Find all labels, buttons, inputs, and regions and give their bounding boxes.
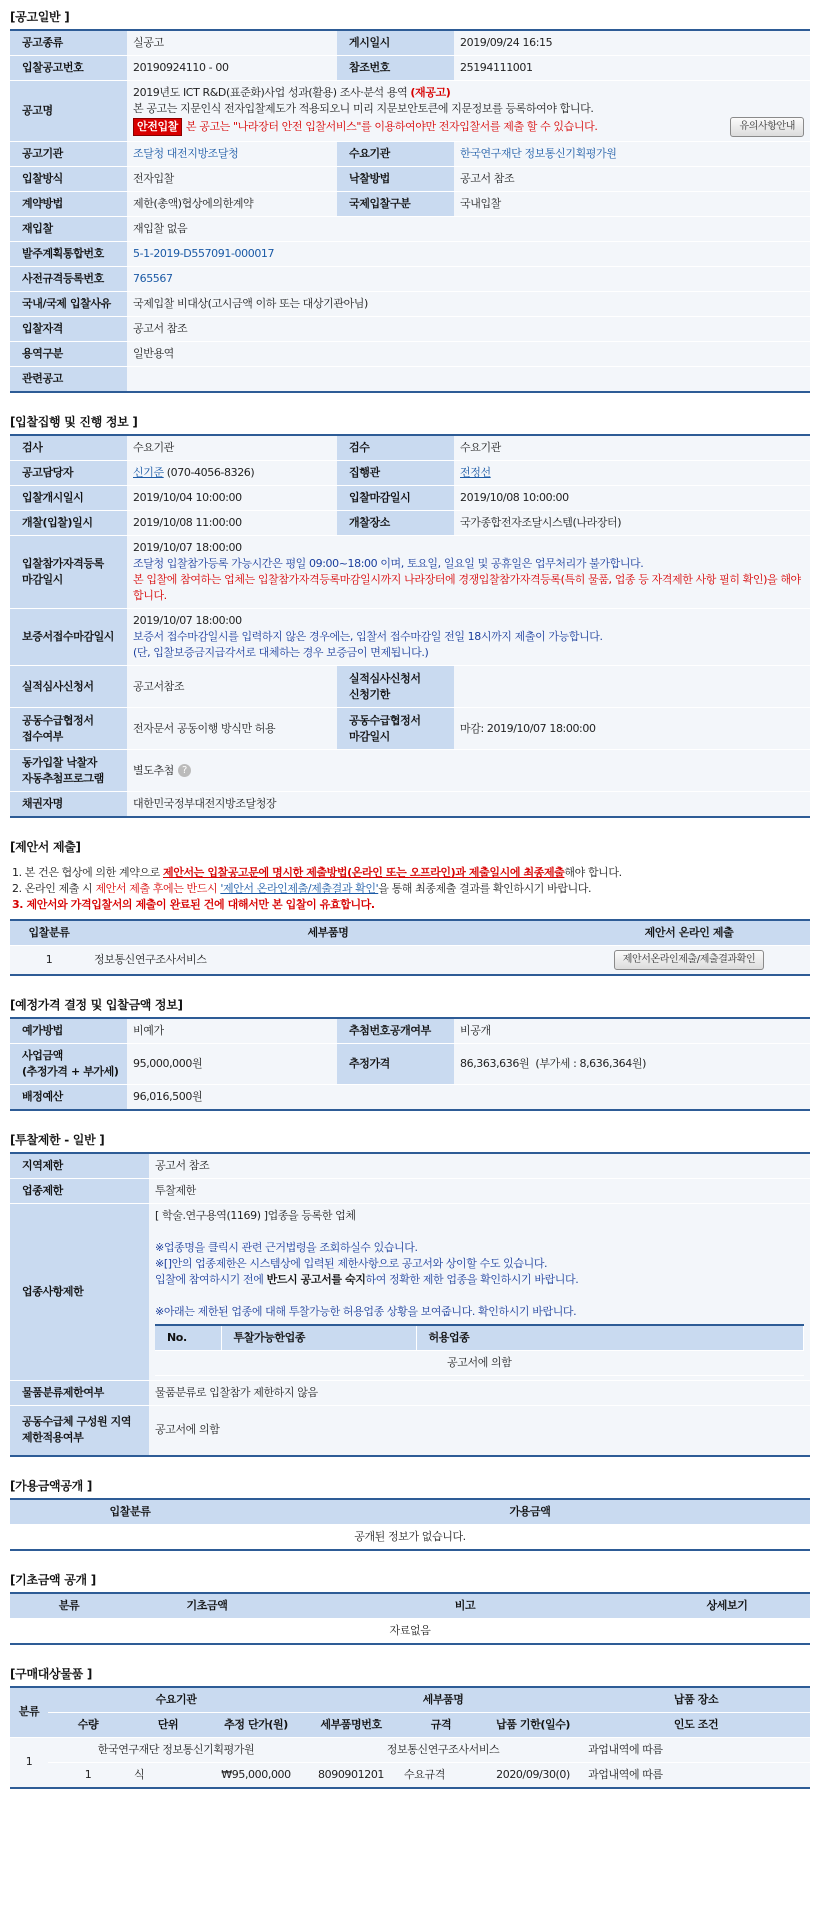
- available-table: [10, 1498, 810, 1551]
- label: 게시일시: [337, 30, 454, 56]
- label: 입찰개시일시: [10, 486, 127, 511]
- label: 집행관: [337, 461, 454, 486]
- section-title: [공고일반 ]: [10, 10, 70, 24]
- plan-number-link[interactable]: 5-1-2019-D557091-000017: [127, 242, 810, 267]
- label: 실적심사신청서: [10, 666, 127, 708]
- value: 공고서 참조: [149, 1153, 810, 1179]
- progress-table: [10, 434, 810, 818]
- section-purchase: [10, 1665, 810, 1789]
- label: 입찰공고번호: [10, 56, 127, 81]
- label-line: 동가입찰 낙찰자: [22, 755, 98, 769]
- label: 검수: [337, 435, 454, 461]
- limit-table: [10, 1152, 810, 1457]
- cell: 1: [48, 1762, 128, 1788]
- label-line: 신청기한: [349, 687, 390, 701]
- column-header: 허용업종: [416, 1325, 804, 1351]
- label-line: 마감일시: [349, 729, 390, 743]
- label: 보증서접수마감일시: [10, 609, 127, 666]
- label: 입찰방식: [10, 167, 127, 192]
- column-header: 상세보기: [644, 1593, 810, 1619]
- label: 물품분류제한여부: [10, 1381, 149, 1406]
- value: 비예가: [127, 1018, 337, 1044]
- note-text: ※아래는 제한된 업종에 대해 투찰가능한 허용업종 상황을 보여줍니다. 확인하시기 바랍니다.: [155, 1305, 577, 1318]
- table-row: [155, 1351, 804, 1376]
- label: [10, 536, 127, 609]
- section-title: [구매대상물품 ]: [10, 1666, 92, 1681]
- notice-org-link[interactable]: 조달청 대전지방조달청: [127, 142, 337, 167]
- table-row: [10, 1618, 810, 1644]
- demand-org-link[interactable]: 한국연구재단 정보통신기획평가원: [454, 142, 810, 167]
- value: 전자문서 공동이행 방식만 허용: [127, 708, 337, 750]
- label: 예가방법: [10, 1018, 127, 1044]
- value: 2019/10/08 11:00:00: [127, 511, 337, 536]
- column-header: 입찰분류: [10, 920, 88, 946]
- value: 공고서 참조: [127, 317, 810, 342]
- label: 개찰장소: [337, 511, 454, 536]
- note-text: 하여 정확한 제한 업종을 확인하시기 바랍니다.: [365, 1273, 579, 1286]
- empty-message: 공개된 정보가 없습니다.: [10, 1524, 810, 1550]
- registration-cell: [127, 536, 810, 609]
- price-table: [10, 1017, 810, 1111]
- section-price: [10, 996, 810, 1111]
- reissue-tag: (재공고): [410, 86, 451, 99]
- column-header: No.: [155, 1325, 221, 1351]
- value: 투찰제한: [149, 1179, 810, 1204]
- base-table: [10, 1592, 810, 1645]
- label-line: 제한적용여부: [22, 1431, 84, 1445]
- label: 배정예산: [10, 1085, 127, 1111]
- column-header: 입찰분류: [10, 1499, 250, 1525]
- value: 20190924110 - 00: [127, 56, 337, 81]
- value: 2019/09/24 16:15: [454, 30, 810, 56]
- general-table: [10, 29, 810, 393]
- label-line: 사업금액: [22, 1049, 63, 1062]
- value: 수요기관: [127, 435, 337, 461]
- allowed-industry-table: [155, 1324, 804, 1376]
- note-emphasis: 제안서는 입찰공고문에 명시한 제출방법(온라인 또는 오프라인)과 제출일시에 최종제출: [163, 866, 565, 879]
- value: 비공개: [454, 1018, 810, 1044]
- section-title: [투찰제한 - 일반 ]: [10, 1133, 105, 1147]
- table-row: [10, 1762, 810, 1788]
- column-header: 수요기관: [48, 1687, 304, 1713]
- section-title: [가용금액공개 ]: [10, 1478, 92, 1493]
- column-header: 추정 단가(원): [208, 1712, 304, 1737]
- bond-note: 보증서 접수마감일시를 입력하지 않은 경우에는, 입찰서 접수마감일 전일 18시까지 제출이 가능합니다.: [133, 630, 603, 643]
- value: 86,363,636원: [460, 1057, 530, 1070]
- column-header: 납품 기한(일수): [484, 1712, 582, 1737]
- label: 사전규격등록번호: [10, 267, 127, 292]
- value: 96,016,500원: [127, 1085, 810, 1111]
- column-header: 단위: [128, 1712, 208, 1737]
- proposal-table: [10, 919, 810, 976]
- label-line: 실적심사신청서: [349, 671, 421, 685]
- value: 국내입찰: [454, 192, 810, 217]
- note-warning: 3. 제안서와 가격입찰서의 제출이 완료된 건에 대해서만 본 입찰이 유효합니다.: [12, 898, 375, 911]
- label: 공고종류: [10, 30, 127, 56]
- purchase-table: [10, 1686, 810, 1789]
- column-header: 가용금액: [250, 1499, 810, 1525]
- cell: 정보통신연구조사서비스: [88, 946, 568, 976]
- cell: ₩95,000,000: [208, 1762, 304, 1788]
- vat-value: (부가세 : 8,636,364원): [535, 1057, 646, 1070]
- cell: 1: [10, 1737, 48, 1788]
- column-header: 분류: [10, 1593, 128, 1619]
- value: 제한(총액)협상에의한계약: [127, 192, 337, 217]
- label: 추정가격: [337, 1044, 454, 1085]
- proposal-submit-button[interactable]: 제안서온라인제출/제출결과확인: [614, 950, 765, 970]
- column-header: 투찰가능한업종: [221, 1325, 416, 1351]
- cell: 공고서에 의함: [155, 1351, 804, 1376]
- section-title: [기초금액 공개 ]: [10, 1572, 96, 1587]
- value: 공고서에 의함: [149, 1406, 810, 1456]
- value: 공고서참조: [127, 666, 337, 708]
- value: 공고서 참조: [454, 167, 810, 192]
- column-header: 분류: [10, 1687, 48, 1738]
- label-line: 마감일시: [22, 573, 63, 586]
- bond-cell: [127, 609, 810, 666]
- registration-note: 조달청 입찰참가등록 가능시간은 평일 09:00~18:00 이며, 토요일, 일요일 및 공휴일은 업무처리가 불가합니다.: [133, 557, 644, 570]
- registration-warning: 본 입찰에 참여하는 업체는 입찰참가자격등록마감일시까지 나라장터에 경쟁입찰참가자격등록(특히 물품, 업종 등 자격제한 사항 필히 확인)을 해야 합니다.: [133, 573, 801, 602]
- note-text: ※업종명을 클릭시 관련 근거법령을 조회하실수 있습니다.: [155, 1241, 418, 1254]
- label: 낙찰방법: [337, 167, 454, 192]
- label: 입찰마감일시: [337, 486, 454, 511]
- cell: 정보통신연구조사서비스: [304, 1737, 582, 1762]
- table-row: [10, 946, 810, 976]
- note-emphasis: 제안서 제출 후에는 반드시: [95, 882, 218, 895]
- note-text: 해야 합니다.: [564, 866, 622, 879]
- label: 발주계획통합번호: [10, 242, 127, 267]
- manager-link[interactable]: 신기준: [133, 466, 164, 479]
- bond-date: 2019/10/07 18:00:00: [133, 614, 242, 627]
- cell: 과업내역에 따름: [582, 1762, 810, 1788]
- label: 용역구분: [10, 342, 127, 367]
- fingerprint-notice: 본 공고는 지문인식 전자입찰제도가 적용되오니 미리 지문보안토큰에 지문정보를 등록하여야 합니다.: [133, 102, 594, 115]
- label-line: 접수여부: [22, 729, 63, 743]
- label: 채권자명: [10, 792, 127, 818]
- value: 2019/10/04 10:00:00: [127, 486, 337, 511]
- cell: 2020/09/30(0): [484, 1762, 582, 1788]
- safe-bid-badge: 안전입찰: [133, 118, 182, 136]
- cell: 수요규격: [398, 1762, 484, 1788]
- column-header: 인도 조건: [582, 1712, 810, 1737]
- empty-message: 자료없음: [10, 1618, 810, 1644]
- cell: 식: [128, 1762, 208, 1788]
- note-text: ※[]안의 업종제한은 시스템상에 입력된 제한사항으로 공고서와 상이할 수도 있습니다.: [155, 1257, 548, 1270]
- label: 관련공고: [10, 367, 127, 393]
- column-header: 세부품명번호: [304, 1712, 398, 1737]
- label: 추첨번호공개여부: [337, 1018, 454, 1044]
- label: 참조번호: [337, 56, 454, 81]
- column-header: 제안서 온라인 제출: [568, 920, 810, 946]
- section-base-amount: [10, 1571, 810, 1645]
- label: 계약방법: [10, 192, 127, 217]
- section-limit: [10, 1131, 810, 1457]
- cell: 1: [10, 946, 88, 976]
- industry-link[interactable]: [ 학술.연구용역(1169) ]업종을 등록한 업체: [155, 1209, 356, 1222]
- prespec-number-link[interactable]: 765567: [127, 267, 810, 292]
- label: [337, 708, 454, 750]
- notice-guide-button[interactable]: 유의사항안내: [730, 117, 804, 137]
- label-line: 입찰참가자격등록: [22, 557, 104, 570]
- note-text: 1. 본 건은 협상에 의한 계약으로: [12, 866, 163, 879]
- table-row: [10, 1524, 810, 1550]
- label-line: 자동추첨프로그램: [22, 771, 104, 785]
- label: 수요기관: [337, 142, 454, 167]
- column-header: 비고: [286, 1593, 644, 1619]
- column-header: 기초금액: [128, 1593, 286, 1619]
- label: 국제입찰구분: [337, 192, 454, 217]
- label: 지역제한: [10, 1153, 149, 1179]
- value: 마감: 2019/10/07 18:00:00: [454, 708, 810, 750]
- value: 95,000,000원: [127, 1044, 337, 1085]
- label-line: (추정가격 + 부가세): [22, 1065, 119, 1078]
- label: 공고담당자: [10, 461, 127, 486]
- value: 국제입찰 비대상(고시금액 이하 또는 대상기관아님): [127, 292, 810, 317]
- value: 실공고: [127, 30, 337, 56]
- executor-link[interactable]: 전정선: [460, 466, 491, 479]
- label-line: 공동수급체 구성원 지역: [22, 1415, 132, 1429]
- note-text: 2. 온라인 제출 시: [12, 882, 96, 895]
- value: 수요기관: [454, 435, 810, 461]
- value: 별도추첨: [133, 763, 174, 777]
- label: 업종사항제한: [10, 1204, 149, 1381]
- value: 전자입찰: [127, 167, 337, 192]
- value: [127, 367, 810, 393]
- manager-phone: (070-4056-8326): [163, 466, 255, 479]
- help-icon[interactable]: ?: [178, 764, 191, 777]
- section-title: [제안서 제출]: [10, 840, 81, 854]
- section-proposal: [10, 838, 810, 976]
- cell: 한국연구재단 정보통신기획평가원: [48, 1737, 304, 1762]
- label: [10, 708, 127, 750]
- label: 공고기관: [10, 142, 127, 167]
- label: 입찰자격: [10, 317, 127, 342]
- cell: 8090901201: [304, 1762, 398, 1788]
- proposal-result-link[interactable]: '제안서 온라인제출/제출결과 확인': [220, 882, 379, 895]
- value: 재입찰 없음: [127, 217, 810, 242]
- label-line: 공동수급협정서: [349, 713, 421, 727]
- value: 물품분류로 입찰참가 제한하지 않음: [149, 1381, 810, 1406]
- label-line: 공동수급협정서: [22, 713, 94, 727]
- section-title: [예정가격 결정 및 입찰금액 정보]: [10, 998, 183, 1012]
- cell: 과업내역에 따름: [582, 1737, 810, 1762]
- industry-limit-cell: [149, 1204, 810, 1381]
- value: 25194111001: [454, 56, 810, 81]
- column-header: 수량: [48, 1712, 128, 1737]
- registration-date: 2019/10/07 18:00:00: [133, 541, 242, 554]
- label: [10, 1044, 127, 1085]
- safe-bid-text: 본 공고는 "나라장터 안전 입찰서비스"를 이용하여야만 전자입찰서를 제출 할 수 있습니다.: [185, 120, 598, 133]
- section-progress: [10, 413, 810, 818]
- note-emphasis: 반드시 공고서를 숙지: [266, 1273, 366, 1286]
- label: 검사: [10, 435, 127, 461]
- table-row: [10, 1737, 810, 1762]
- value: 국가종합전자조달시스템(나라장터): [454, 511, 810, 536]
- column-header: 규격: [398, 1712, 484, 1737]
- value: 일반용역: [127, 342, 810, 367]
- note-text: 을 통해 최종제출 결과를 확인하시기 바랍니다.: [378, 882, 592, 895]
- label: 개찰(입찰)일시: [10, 511, 127, 536]
- value: 2019/10/08 10:00:00: [454, 486, 810, 511]
- column-header: 세부품명: [88, 920, 568, 946]
- label: 재입찰: [10, 217, 127, 242]
- label: 공고명: [10, 81, 127, 142]
- label: [337, 666, 454, 708]
- section-general: [10, 8, 810, 393]
- label: [10, 1406, 149, 1456]
- bond-note: (단, 입찰보증금지급각서로 대체하는 경우 보증금이 면제됩니다.): [133, 646, 429, 659]
- column-header: 납품 장소: [582, 1687, 810, 1713]
- column-header: 세부품명: [304, 1687, 582, 1713]
- proposal-notes: [10, 865, 810, 913]
- label: 국내/국제 입찰사유: [10, 292, 127, 317]
- notice-name: 2019년도 ICT R&D(표준화)사업 성과(활용) 조사·분석 용역: [133, 86, 411, 99]
- value: 대한민국정부대전지방조달청장: [127, 792, 810, 818]
- value: [454, 666, 810, 708]
- label: 업종제한: [10, 1179, 149, 1204]
- section-title: [입찰집행 및 진행 정보 ]: [10, 415, 138, 429]
- label: [10, 750, 127, 792]
- notice-name-cell: [127, 81, 810, 142]
- section-available-amount: [10, 1477, 810, 1551]
- note-text: 입찰에 참여하시기 전에: [155, 1273, 267, 1286]
